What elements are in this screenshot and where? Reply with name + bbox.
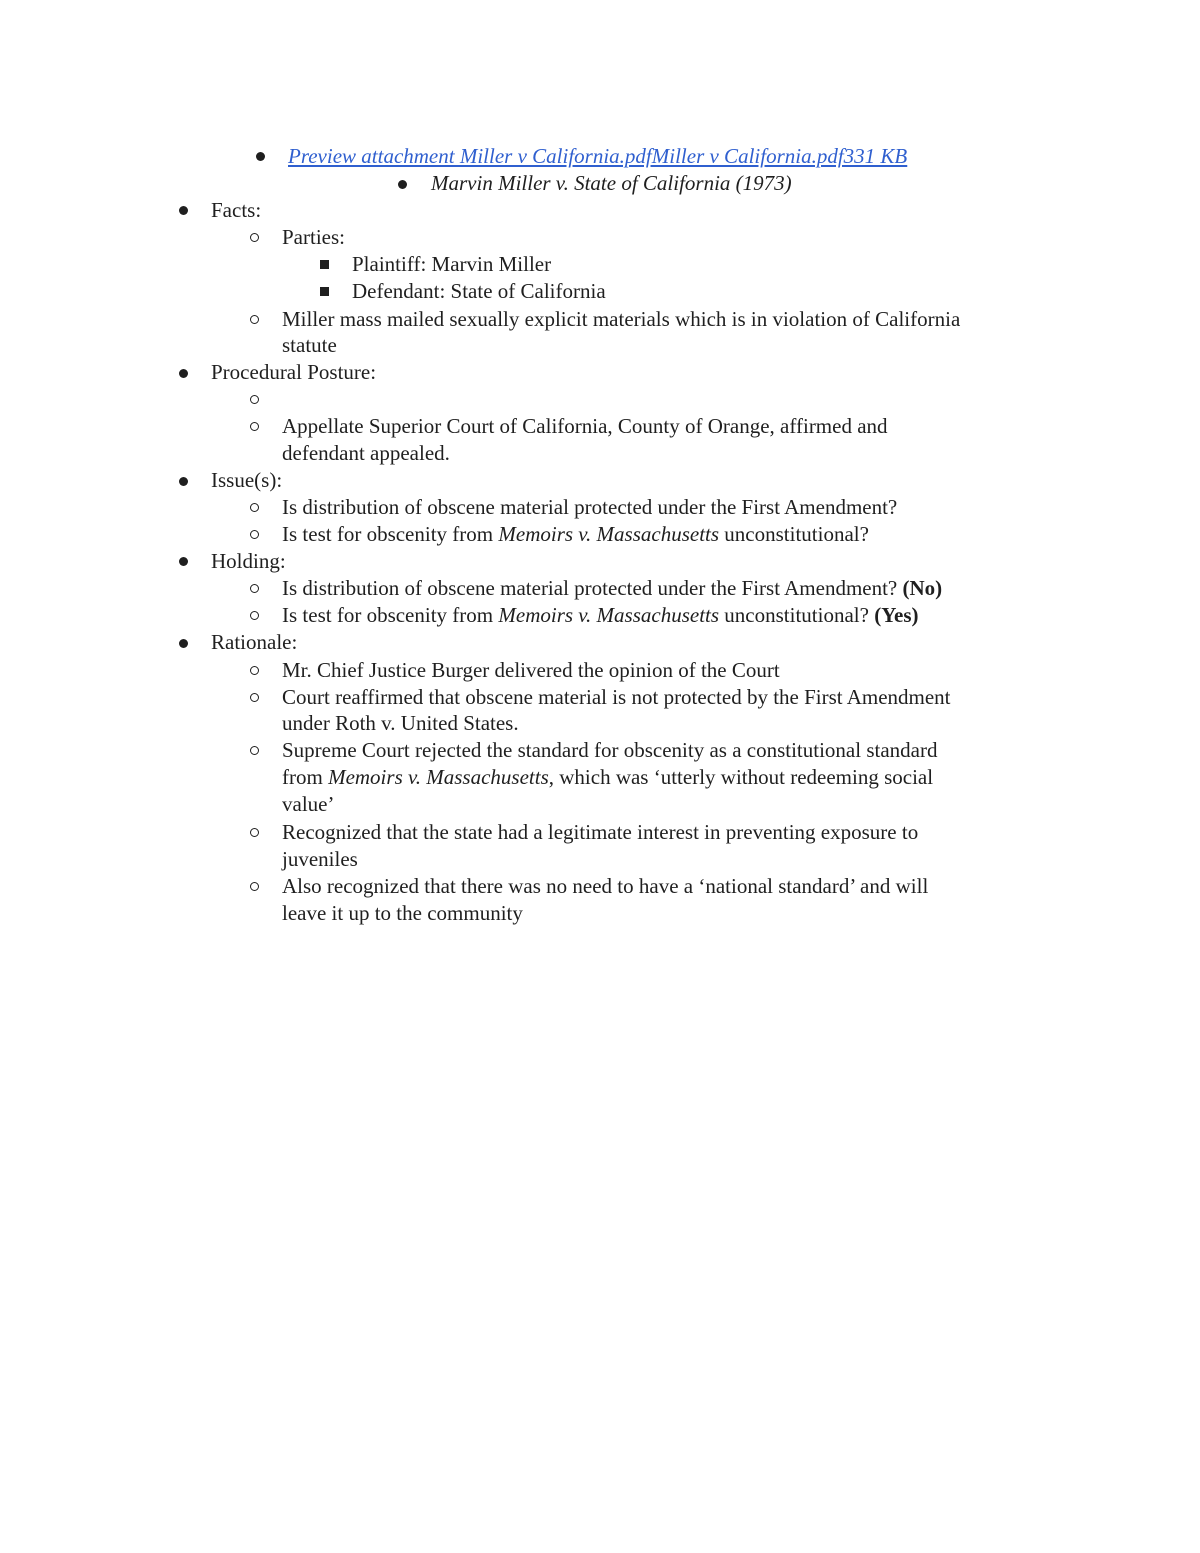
bullet-circle — [250, 584, 259, 593]
facts-summary-line1: Miller mass mailed sexually explicit materials which is in violation of California — [282, 307, 961, 331]
bullet-disc — [179, 557, 188, 566]
rationale-3-text: from — [282, 765, 329, 789]
rationale-1: Mr. Chief Justice Burger delivered the opinion of the Court — [282, 658, 780, 682]
procedural-heading: Procedural Posture: — [211, 360, 377, 384]
rationale-3-line2 — [282, 764, 933, 791]
bullet-disc — [256, 152, 265, 161]
bullet-square — [320, 287, 329, 296]
issue-2-case: Memoirs v. Massachusetts — [498, 522, 720, 546]
facts-heading: Facts: — [211, 198, 262, 222]
issues-heading: Issue(s): — [211, 468, 283, 492]
bullet-circle — [250, 746, 259, 755]
facts-summary-line2: statute — [282, 333, 337, 357]
bullet-circle — [250, 315, 259, 324]
attachment-preview-link[interactable]: Preview attachment Miller v California.pdfMiller v California.pdf331 KB — [288, 144, 908, 168]
bullet-circle — [250, 233, 259, 242]
holding-heading: Holding: — [211, 549, 286, 573]
holding-1 — [282, 575, 942, 602]
holding-1-answer: (No) — [902, 576, 943, 600]
bullet-disc — [179, 477, 188, 486]
rationale-4-line2: juveniles — [282, 847, 358, 871]
holding-2-question-end: unconstitutional? — [719, 603, 875, 627]
issue-2 — [282, 521, 869, 548]
bullet-disc — [179, 639, 188, 648]
issue-1: Is distribution of obscene material protected under the First Amendment? — [282, 495, 898, 519]
rationale-3-case: Memoirs v. Massachusetts — [328, 765, 549, 789]
rationale-5-line2: leave it up to the community — [282, 901, 523, 925]
bullet-circle — [250, 422, 259, 431]
bullet-disc — [398, 180, 407, 189]
holding-2-question: Is test for obscenity from — [282, 603, 499, 627]
bullet-circle — [250, 611, 259, 620]
bullet-square — [320, 260, 329, 269]
parties-label: Parties: — [282, 225, 345, 249]
issue-2-text: Is test for obscenity from — [282, 522, 499, 546]
rationale-2-line1: Court reaffirmed that obscene material is not protected by the First Amendment — [282, 685, 951, 709]
bullet-disc — [179, 206, 188, 215]
rationale-5-line1: Also recognized that there was no need to have a ‘national standard’ and will — [282, 874, 929, 898]
issue-2-text-end: unconstitutional? — [719, 522, 869, 546]
rationale-4-line1: Recognized that the state had a legitimate interest in preventing exposure to — [282, 820, 919, 844]
bullet-circle — [250, 693, 259, 702]
bullet-circle — [250, 828, 259, 837]
holding-2-answer: (Yes) — [874, 603, 919, 627]
holding-2 — [282, 602, 919, 629]
bullet-circle — [250, 530, 259, 539]
bullet-circle — [250, 882, 259, 891]
case-title: Marvin Miller v. State of California (1973) — [431, 171, 792, 195]
holding-2-case: Memoirs v. Massachusetts — [498, 603, 720, 627]
bullet-disc — [179, 369, 188, 378]
bullet-circle — [250, 395, 259, 404]
rationale-3-line1: Supreme Court rejected the standard for obscenity as a constitutional standard — [282, 738, 938, 762]
holding-1-question: Is distribution of obscene material protected under the First Amendment? — [282, 576, 903, 600]
procedural-item-line1: Appellate Superior Court of California, County of Orange, affirmed and — [282, 414, 888, 438]
rationale-heading: Rationale: — [211, 630, 298, 654]
rationale-3-text-end: , which was ‘utterly without redeeming social — [548, 765, 934, 789]
rationale-2-line2: under Roth v. United States. — [282, 711, 519, 735]
bullet-circle — [250, 503, 259, 512]
procedural-item-line2: defendant appealed. — [282, 441, 450, 465]
plaintiff: Plaintiff: Marvin Miller — [352, 252, 552, 276]
bullet-circle — [250, 666, 259, 675]
defendant: Defendant: State of California — [352, 279, 606, 303]
rationale-3-line3: value’ — [282, 792, 335, 816]
